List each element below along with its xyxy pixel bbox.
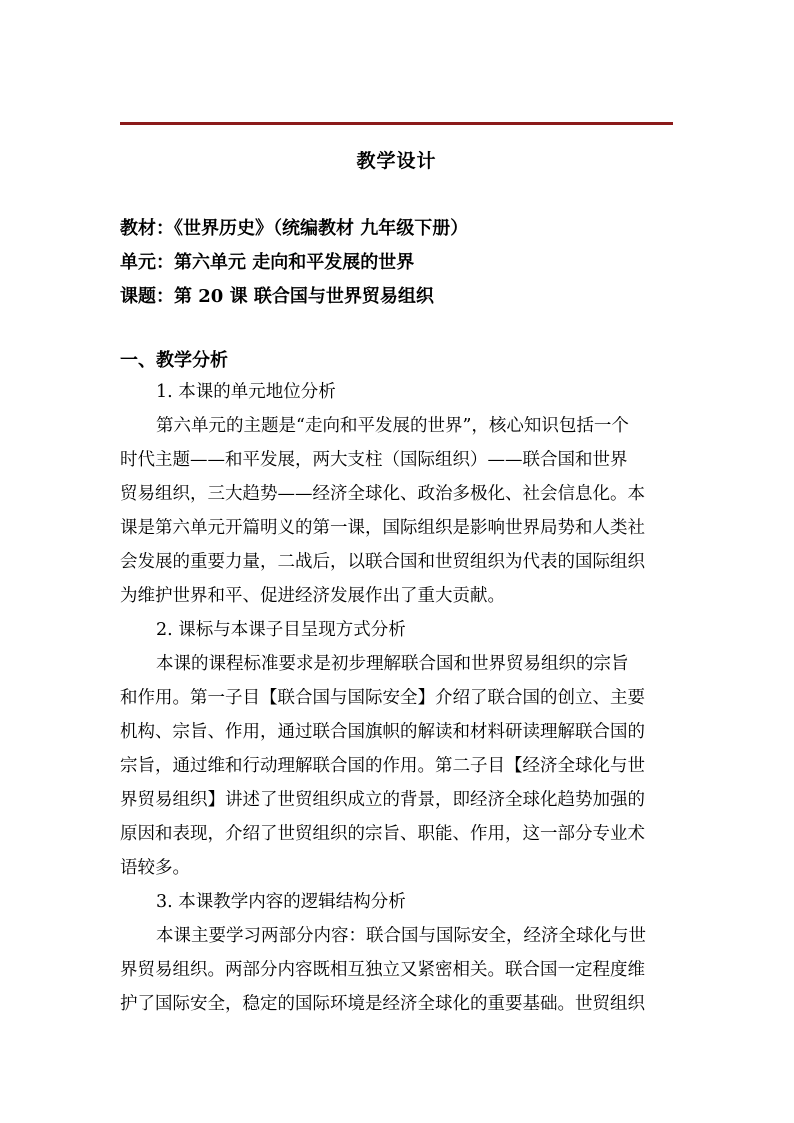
paragraph-line: 会发展的重要力量，二战后，以联合国和世贸组织为代表的国际组织 xyxy=(120,552,645,572)
subsection-title: 3. 本课教学内容的逻辑结构分析 xyxy=(156,892,406,912)
paragraph-line: 护了国际安全，稳定的国际环境是经济全球化的重要基础。世贸组织 xyxy=(120,994,645,1014)
paragraph-line: 本课主要学习两部分内容：联合国与国际安全，经济全球化与世 xyxy=(156,926,646,946)
paragraph-line: 界贸易组织。两部分内容既相互独立又紧密相关。联合国一定程度维 xyxy=(120,960,645,980)
paragraph-line: 时代主题——和平发展，两大支柱（国际组织）——联合国和世界 xyxy=(120,450,628,470)
paragraph-line: 第六单元的主题是“走向和平发展的世界”，核心知识包括一个 xyxy=(156,416,629,436)
paragraph-line: 贸易组织，三大趋势——经济全球化、政治多极化、社会信息化。本 xyxy=(120,484,645,504)
paragraph-line: 本课的课程标准要求是初步理解联合国和世界贸易组织的宗旨 xyxy=(156,654,629,674)
subsection-title: 1. 本课的单元地位分析 xyxy=(156,382,336,402)
paragraph-line: 语较多。 xyxy=(120,858,190,878)
paragraph-line: 机构、宗旨、作用，通过联合国旗帜的解读和材料研读理解联合国的 xyxy=(120,722,645,742)
paragraph-line: 课是第六单元开篇明义的第一课，国际组织是影响世界局势和人类社 xyxy=(120,518,645,538)
paragraph-line: 为维护世界和平、促进经济发展作出了重大贡献。 xyxy=(120,586,505,606)
section-heading: 一、教学分析 xyxy=(120,350,228,371)
lesson-line: 课题：第 20 课 联合国与世界贸易组织 xyxy=(120,286,434,307)
paragraph-line: 界贸易组织】讲述了世贸组织成立的背景，即经济全球化趋势加强的 xyxy=(120,790,645,810)
paragraph-line: 宗旨，通过维和行动理解联合国的作用。第二子目【经济全球化与世 xyxy=(120,756,645,776)
document-title: 教学设计 xyxy=(356,150,437,172)
material-line: 教材：《世界历史》（统编教材 九年级下册） xyxy=(120,218,469,239)
unit-line: 单元：第六单元 走向和平发展的世界 xyxy=(120,252,415,273)
paragraph-line: 和作用。第一子目【联合国与国际安全】介绍了联合国的创立、主要 xyxy=(120,688,645,708)
subsection-title: 2. 课标与本课子目呈现方式分析 xyxy=(156,620,406,640)
header-rule xyxy=(120,122,673,125)
paragraph-line: 原因和表现，介绍了世贸组织的宗旨、职能、作用，这一部分专业术 xyxy=(120,824,645,844)
